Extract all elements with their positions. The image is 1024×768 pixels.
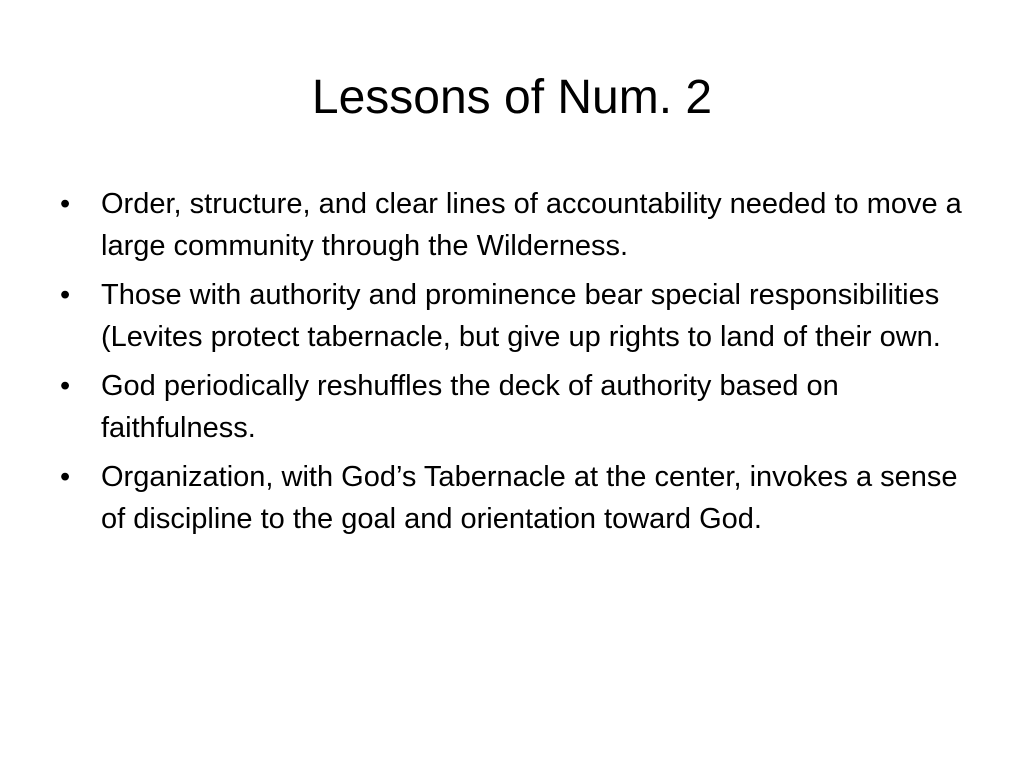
bullet-icon: • <box>60 370 71 402</box>
bullet-text: God periodically reshuffles the deck of authority based on faithfulness. <box>101 370 839 444</box>
bullet-item-2 <box>60 274 970 358</box>
bullet-icon: • <box>60 188 71 220</box>
bullet-text: Organization, with God’s Tabernacle at the center, invokes a sense of discipline to the goal and orientation toward God. <box>101 461 958 535</box>
bullet-item-3 <box>60 365 970 449</box>
bullet-icon: • <box>60 279 71 311</box>
bullet-text: Order, structure, and clear lines of accountability needed to move a large community through the Wilderness. <box>101 188 962 262</box>
slide-title: Lessons of Num. 2 <box>311 71 713 124</box>
bullet-text: Those with authority and prominence bear special responsibilities (Levites protect tabernacle, but give up rights to land of their own. <box>101 279 941 353</box>
bullet-list <box>60 183 970 547</box>
bullet-item-4 <box>60 456 970 540</box>
bullet-icon: • <box>60 461 71 493</box>
bullet-item-1 <box>60 183 970 267</box>
